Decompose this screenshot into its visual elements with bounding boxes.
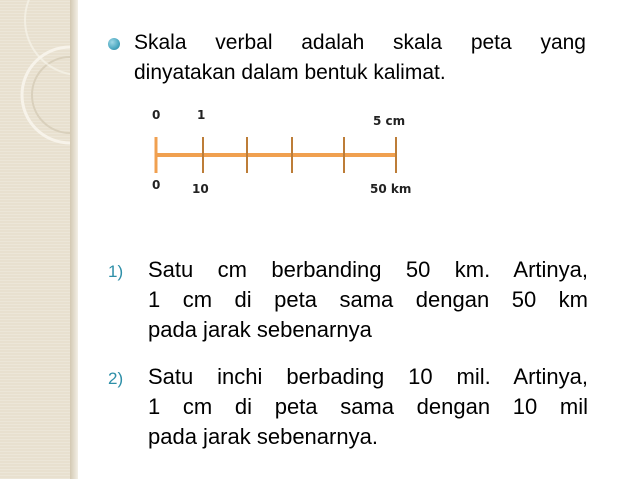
scale-bottom-label-0: 0 (152, 178, 161, 192)
scale-bottom-label-50km: 50 km (370, 182, 412, 196)
intro-line-1: Skala verbal adalah skala peta yang (134, 31, 586, 54)
list-2-line-2: 1 cm di peta sama dengan 10 mil (148, 394, 588, 419)
decorative-circles (0, 0, 70, 479)
list-text-1 (148, 255, 588, 345)
scale-bar-figure (140, 100, 430, 210)
scale-top-label-1: 1 (197, 108, 206, 122)
list-1-line-1: Satu cm berbanding 50 km. Artinya, (148, 257, 588, 282)
list-2-line-1: Satu inchi berbading 10 mil. Artinya, (148, 364, 588, 389)
side-panel-edge (70, 0, 78, 479)
list-number-2: 2) (108, 369, 124, 388)
list-1-line-3: pada jarak sebenarnya (148, 317, 372, 342)
bullet-icon (108, 38, 120, 50)
intro-paragraph (134, 28, 586, 88)
decorative-side-panel (0, 0, 70, 479)
list-2-line-3: pada jarak sebenarnya. (148, 424, 378, 449)
list-number-1: 1) (108, 262, 124, 281)
scale-top-label-5cm: 5 cm (373, 114, 406, 128)
scale-bottom-label-10: 10 (192, 182, 209, 196)
list-1-line-2: 1 cm di peta sama dengan 50 km (148, 287, 588, 312)
intro-line-2: dinyatakan dalam bentuk kalimat. (134, 61, 446, 84)
scale-top-label-0: 0 (152, 108, 161, 122)
list-text-2 (148, 362, 588, 452)
